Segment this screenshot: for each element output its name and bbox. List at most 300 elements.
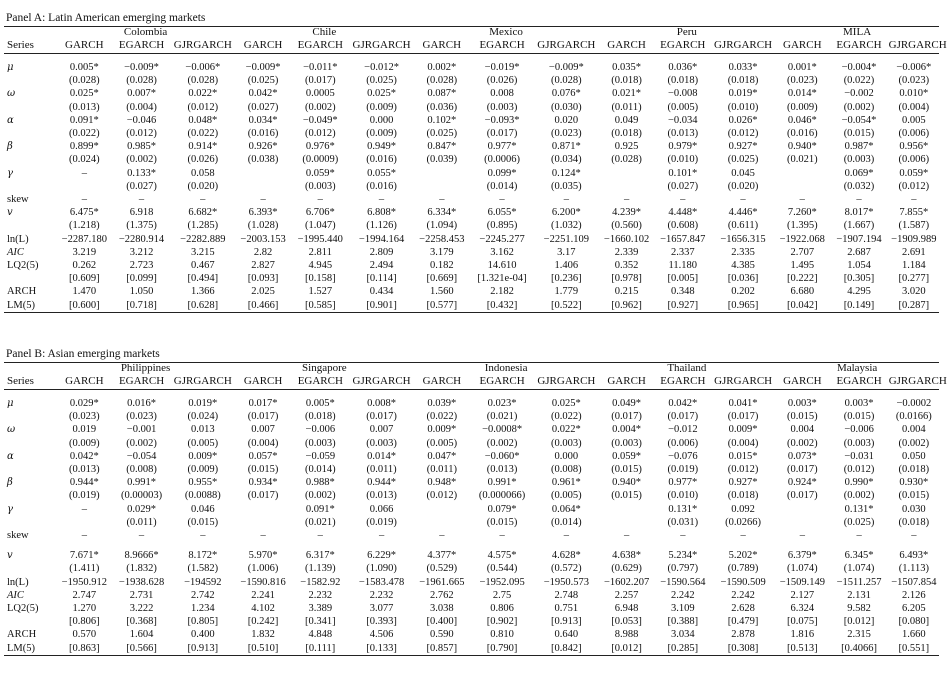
table-cell: (0.021) <box>486 411 518 423</box>
table-cell: 0.930* <box>899 477 929 489</box>
row-label <box>4 180 56 193</box>
table-cell: 4.385 <box>731 260 755 272</box>
table-cell: 0.049* <box>612 398 642 409</box>
table-cell: (0.022) <box>187 128 219 140</box>
table-cell: (0.036) <box>426 101 458 113</box>
group-name-peru: Peru <box>676 26 697 38</box>
table-cell: (0.006) <box>898 128 930 140</box>
table-cell: 0.009* <box>427 424 457 436</box>
table-cell: −1938.628 <box>118 576 165 588</box>
table-cell: 0.925 <box>614 141 639 153</box>
table-cell: – <box>378 194 385 206</box>
row-label: ARCH <box>7 629 37 641</box>
row-label: AIC <box>7 589 24 601</box>
table-cell: (0.025) <box>366 75 397 87</box>
table-cell: (0.015) <box>611 490 642 502</box>
model-header: GARCH <box>56 38 112 54</box>
table-cell: (0.012) <box>727 464 759 476</box>
table-cell: 0.977* <box>487 141 517 153</box>
table-cell: [0.432] <box>486 299 518 311</box>
table-cell: 0.101* <box>668 167 698 179</box>
table-cell: 2.494 <box>369 260 394 272</box>
table-cell: −0.0008* <box>482 424 523 436</box>
table-row <box>4 127 939 140</box>
table-cell: 6.055* <box>487 207 517 219</box>
table-cell: −1657.847 <box>660 233 706 245</box>
table-cell: [0.566] <box>126 642 157 654</box>
model-header: GJRGARCH <box>534 38 598 54</box>
table-cell: [0.012] <box>611 642 642 654</box>
table-row <box>4 246 939 259</box>
table-cell: −0.093* <box>484 114 520 126</box>
table-cell: 0.955* <box>188 477 218 489</box>
table-cell: 14.610 <box>487 260 517 272</box>
table-cell: 0.0005 <box>305 88 335 100</box>
table-cell: 0.014* <box>367 450 396 462</box>
table-cell: – <box>911 194 917 206</box>
table-cell: (0.002) <box>486 437 518 449</box>
row-label <box>4 615 56 628</box>
table-cell: 0.005* <box>69 62 99 73</box>
table-cell: [1.321e-04] <box>477 273 527 285</box>
table-cell: (0.015) <box>843 411 875 423</box>
table-cell: 0.940* <box>787 141 817 153</box>
table-cell: (0.009) <box>187 464 219 476</box>
table-cell: 2.241 <box>251 589 275 601</box>
table-cell: (0.027) <box>126 180 157 192</box>
table-cell: (0.0009) <box>302 154 339 166</box>
table-cell: (0.027) <box>247 101 279 113</box>
table-cell: 0.029* <box>127 503 156 515</box>
group-name-malaysia: Malaysia <box>836 362 878 374</box>
table-cell: (1.285) <box>187 220 219 232</box>
table-cell: 4.628* <box>551 550 581 562</box>
table-cell: 0.956* <box>899 141 929 153</box>
table-cell: (0.018) <box>667 75 699 87</box>
table-cell: 3.020 <box>902 286 926 298</box>
table-cell: (0.004) <box>898 101 930 113</box>
table-cell: (0.039) <box>426 154 458 166</box>
table-cell: −1590.816 <box>240 576 286 588</box>
table-cell: (0.028) <box>187 75 219 87</box>
table-cell: (0.000066) <box>478 490 526 502</box>
table-cell: 0.014* <box>787 88 817 100</box>
table-cell: 0.899* <box>69 141 99 153</box>
table-cell: – <box>260 194 266 206</box>
table-cell: 1.054 <box>847 260 871 272</box>
table-row <box>4 437 939 450</box>
table-row <box>4 615 939 628</box>
table-cell: 0.029* <box>69 398 99 409</box>
table-cell: [0.965] <box>727 299 759 311</box>
table-cell: (0.011) <box>611 101 642 113</box>
table-cell: −1995.440 <box>297 233 343 245</box>
table-cell: 4.945 <box>308 260 333 272</box>
results-table <box>4 362 947 656</box>
table-cell: 0.949* <box>367 141 396 153</box>
row-label: v <box>7 550 13 562</box>
table-cell: (1.047) <box>304 220 336 232</box>
table-cell: 2.731 <box>129 589 154 601</box>
table-cell: −0.002 <box>844 88 874 100</box>
table-cell: 0.640 <box>554 629 579 641</box>
table-cell: (0.629) <box>611 563 642 575</box>
table-cell: 6.808* <box>367 207 396 219</box>
table-cell <box>598 180 654 193</box>
table-cell: (0.012) <box>727 128 759 140</box>
table-cell: 0.007 <box>251 424 275 436</box>
table-row <box>4 576 939 589</box>
table-cell: −1909.989 <box>891 233 937 245</box>
table-cell: (0.611) <box>727 220 759 232</box>
table-cell: (0.028) <box>551 75 582 87</box>
table-cell: 2.748 <box>554 589 579 601</box>
row-label <box>4 219 56 232</box>
table-cell: (0.560) <box>611 220 642 232</box>
table-cell: 2.707 <box>790 246 815 258</box>
table-cell: 7.260* <box>787 207 817 219</box>
table-cell: −1582.92 <box>300 576 341 588</box>
table-cell: (0.017) <box>667 411 699 423</box>
group-name-indonesia: Indonesia <box>484 362 528 374</box>
table-cell: 0.046 <box>191 503 215 515</box>
table-cell: 0.042* <box>69 450 99 462</box>
table-cell: 11.180 <box>668 260 698 272</box>
table-cell: (0.022) <box>426 411 458 423</box>
table-cell: 4.446* <box>728 207 758 219</box>
table-cell: (0.572) <box>551 563 582 575</box>
table-cell: (0.010) <box>667 490 699 502</box>
table-row <box>4 562 939 575</box>
row-label: ω <box>7 88 16 100</box>
table-cell: (0.008) <box>551 464 582 476</box>
table-cell: 0.004 <box>902 424 926 436</box>
table-cell: 2.878 <box>731 629 755 641</box>
table-cell: (0.017) <box>611 411 642 423</box>
table-cell: [0.393] <box>366 616 397 628</box>
table-cell: 4.295 <box>847 286 871 298</box>
table-cell: 0.015* <box>728 450 758 462</box>
table-cell: 0.005* <box>305 398 335 409</box>
table-cell: 0.182 <box>430 260 454 272</box>
table-cell: (0.013) <box>69 101 100 113</box>
table-cell: −0.076 <box>668 450 698 462</box>
table-cell: [0.388] <box>667 616 699 628</box>
table-cell: 4.848 <box>308 629 333 641</box>
table-cell: 0.944* <box>367 477 396 489</box>
table-cell: 0.985* <box>127 141 156 153</box>
table-cell: −0.006 <box>844 424 874 436</box>
row-label <box>4 410 56 423</box>
table-cell: (0.010) <box>667 154 699 166</box>
table-cell <box>56 180 112 193</box>
table-cell: −1922.068 <box>779 233 825 245</box>
table-cell: (0.018) <box>898 464 930 476</box>
table-cell: 0.017* <box>248 398 278 409</box>
table-cell: 0.013 <box>191 424 215 436</box>
table-cell: 0.057* <box>248 450 278 462</box>
table-cell: −0.001 <box>126 424 157 436</box>
table-cell: [0.242] <box>247 616 279 628</box>
table-cell <box>414 516 470 529</box>
table-cell: 8.017* <box>844 207 874 219</box>
table-cell: (0.023) <box>69 411 100 423</box>
row-label: v <box>7 207 13 219</box>
table-cell: 0.019* <box>728 88 758 100</box>
table-row <box>4 397 939 410</box>
table-cell: 0.988* <box>305 477 335 489</box>
table-cell <box>56 516 112 529</box>
table-cell: 0.262 <box>72 260 97 272</box>
table-cell: 2.687 <box>847 246 871 258</box>
table-cell: (1.028) <box>247 220 279 232</box>
table-cell: [0.005] <box>667 273 699 285</box>
table-cell: [0.577] <box>426 299 458 311</box>
table-cell: (1.667) <box>843 220 875 232</box>
table-cell: 6.200* <box>551 207 581 219</box>
table-cell: (0.024) <box>69 154 100 166</box>
row-label: skew <box>7 194 29 206</box>
table-cell: (0.002) <box>126 437 157 449</box>
table-cell: 0.348 <box>670 286 695 298</box>
table-row <box>4 410 939 423</box>
table-cell: [0.902] <box>486 616 518 628</box>
table-cell: 0.133* <box>127 167 156 179</box>
table-cell: 0.045 <box>731 167 755 179</box>
table-cell: (0.024) <box>187 411 219 423</box>
table-cell: 0.934* <box>248 477 278 489</box>
table-cell: −0.054* <box>841 114 877 126</box>
table-cell: 0.033* <box>728 62 758 73</box>
table-cell: 0.000 <box>369 114 394 126</box>
table-cell: 8.9666* <box>124 550 159 562</box>
table-row <box>4 114 939 127</box>
table-cell: −1952.095 <box>479 576 525 588</box>
table-cell: −2282.889 <box>180 233 226 245</box>
table-cell: 0.010* <box>899 88 929 100</box>
table-cell: 0.990* <box>844 477 874 489</box>
table-cell: −1961.665 <box>419 576 465 588</box>
table-cell: [0.012] <box>843 616 875 628</box>
row-label: ARCH <box>7 286 37 298</box>
table-cell: 3.219 <box>72 246 97 258</box>
table-cell: (0.028) <box>426 75 458 87</box>
table-cell: 2.232 <box>308 589 333 601</box>
table-cell: [0.308] <box>727 642 759 654</box>
table-cell: 0.131* <box>668 503 698 515</box>
table-cell: (1.006) <box>247 563 279 575</box>
table-cell: −2258.453 <box>419 233 465 245</box>
table-cell: (0.027) <box>667 180 699 192</box>
table-cell: (0.038) <box>247 154 279 166</box>
table-cell: – <box>260 530 266 542</box>
table-cell: 6.948 <box>614 603 639 615</box>
table-row <box>4 463 939 476</box>
table-cell: [0.790] <box>486 642 518 654</box>
table-cell: – <box>856 530 862 542</box>
table-cell: −0.012 <box>668 424 698 436</box>
table-cell <box>599 503 655 516</box>
table-cell: 0.091* <box>69 114 99 126</box>
table-cell: 3.109 <box>671 603 695 615</box>
row-label: skew <box>7 530 29 542</box>
table-cell: 0.977* <box>668 477 698 489</box>
table-cell <box>775 167 829 180</box>
table-row <box>4 549 939 562</box>
table-cell: (0.003) <box>304 180 336 192</box>
table-cell: [0.513] <box>787 642 818 654</box>
table-cell: (0.025) <box>426 128 458 140</box>
table-cell: 2.232 <box>369 589 394 601</box>
group-name-colombia: Colombia <box>123 26 168 38</box>
table-cell: (0.797) <box>667 563 699 575</box>
table-row <box>4 299 939 313</box>
table-cell: (0.025) <box>247 75 279 87</box>
model-header: EGARCH <box>829 38 888 54</box>
table-cell: 0.099* <box>487 167 517 179</box>
table-cell: 0.202 <box>731 286 755 298</box>
group-name-chile: Chile <box>312 26 337 38</box>
model-header: GJRGARCH <box>534 374 598 390</box>
table-cell: 0.001* <box>787 62 817 73</box>
table-row <box>4 206 939 219</box>
table-cell: 2.628 <box>731 603 755 615</box>
table-cell: (0.012) <box>426 490 458 502</box>
table-cell: 2.335 <box>731 246 755 258</box>
group-name-thailand: Thailand <box>667 362 707 374</box>
table-cell: −1590.509 <box>720 576 766 588</box>
table-cell: (0.0088) <box>184 490 221 502</box>
table-cell <box>598 167 654 180</box>
table-cell: (0.005) <box>551 490 582 502</box>
table-cell: 1.816 <box>790 629 815 641</box>
table-cell: [0.158] <box>304 273 336 285</box>
table-cell: 8.172* <box>188 550 218 562</box>
table-cell: (0.018) <box>727 75 759 87</box>
table-cell: 5.970* <box>248 550 278 562</box>
table-cell: (0.002) <box>843 101 875 113</box>
table-cell: 4.239* <box>612 207 641 219</box>
table-cell: [0.842] <box>551 642 582 654</box>
model-header-row <box>4 38 939 54</box>
table-cell: [0.901] <box>366 299 397 311</box>
table-cell <box>599 516 655 529</box>
panel-b <box>4 346 947 656</box>
table-cell: 1.366 <box>190 286 215 298</box>
table-cell: (0.015) <box>247 464 279 476</box>
panel-a <box>4 10 947 313</box>
table-cell: – <box>499 530 505 542</box>
table-cell: −0.004* <box>841 62 877 73</box>
group-name-philippines: Philippines <box>120 362 171 374</box>
table-cell: −0.0002 <box>896 398 932 409</box>
table-cell: (1.395) <box>786 220 818 232</box>
table-cell: (0.009) <box>366 101 397 113</box>
table-cell: 0.019* <box>188 398 218 409</box>
table-cell: (0.035) <box>551 180 582 192</box>
table-cell: −0.059 <box>305 450 336 462</box>
table-cell: – <box>623 194 630 206</box>
table-cell: 0.064* <box>551 503 581 515</box>
table-cell: 1.270 <box>72 603 97 615</box>
table-cell: 6.475* <box>69 207 99 219</box>
table-cell: (0.008) <box>126 464 157 476</box>
table-cell: −1950.573 <box>543 576 589 588</box>
table-cell: (0.011) <box>366 464 397 476</box>
table-cell: −0.060* <box>484 450 520 462</box>
panel-title: Panel A: Latin American emerging markets <box>6 12 206 24</box>
table-cell: – <box>138 530 145 542</box>
table-cell: (0.012) <box>126 128 157 140</box>
table-cell: (0.004) <box>727 437 759 449</box>
table-cell: −0.011* <box>303 62 338 73</box>
model-header: GARCH <box>598 38 654 54</box>
table-cell: 0.944* <box>69 477 99 489</box>
row-label <box>4 437 56 450</box>
table-cell: 0.948* <box>427 477 457 489</box>
table-cell: [0.093] <box>247 273 279 285</box>
table-cell: 3.222 <box>129 603 154 615</box>
table-cell: (0.031) <box>667 516 699 528</box>
table-cell: (0.005) <box>187 437 219 449</box>
table-cell: (0.608) <box>667 220 699 232</box>
table-cell: [0.466] <box>247 299 279 311</box>
table-cell: 0.059* <box>612 450 642 462</box>
table-cell: 3.215 <box>190 246 215 258</box>
table-cell: [0.857] <box>426 642 458 654</box>
table-cell: [0.287] <box>898 299 930 311</box>
table-cell: 0.215 <box>614 286 639 298</box>
table-cell: [0.628] <box>187 299 219 311</box>
table-cell: (0.030) <box>551 101 582 113</box>
table-cell: (1.411) <box>69 563 100 575</box>
table-cell: (0.00003) <box>120 490 163 502</box>
table-cell: 3.389 <box>308 603 333 615</box>
row-label <box>4 101 56 114</box>
model-header: GJRGARCH <box>889 374 939 390</box>
table-cell: 0.927* <box>728 477 758 489</box>
table-row <box>4 193 939 206</box>
spacer-row <box>4 542 939 549</box>
table-row <box>4 589 939 602</box>
table-cell: (0.015) <box>611 464 642 476</box>
table-cell: (0.026) <box>187 154 219 166</box>
table-cell: 1.470 <box>72 286 97 298</box>
table-cell: 6.317* <box>305 550 335 562</box>
table-cell: 0.022* <box>188 88 218 100</box>
table-row <box>4 489 939 502</box>
table-cell: 0.871* <box>551 141 581 153</box>
table-cell: 1.050 <box>129 286 154 298</box>
table-cell: (0.023) <box>786 75 818 87</box>
table-cell: (0.009) <box>69 437 100 449</box>
table-cell: – <box>680 530 686 542</box>
table-cell: (0.003) <box>366 437 397 449</box>
row-label: α <box>7 114 14 126</box>
table-cell: −0.012* <box>364 62 399 73</box>
table-cell: (0.018) <box>304 411 336 423</box>
table-cell: [0.913] <box>187 642 219 654</box>
model-header: EGARCH <box>291 38 349 54</box>
table-cell: (0.005) <box>667 101 699 113</box>
table-cell: (0.012) <box>304 128 336 140</box>
table-cell: −2287.180 <box>61 233 107 245</box>
table-cell: 0.042* <box>248 88 278 100</box>
model-header: EGARCH <box>112 38 170 54</box>
table-cell: 0.914* <box>188 141 218 153</box>
table-cell: 0.041* <box>728 398 758 409</box>
table-cell: 0.007 <box>369 424 394 436</box>
